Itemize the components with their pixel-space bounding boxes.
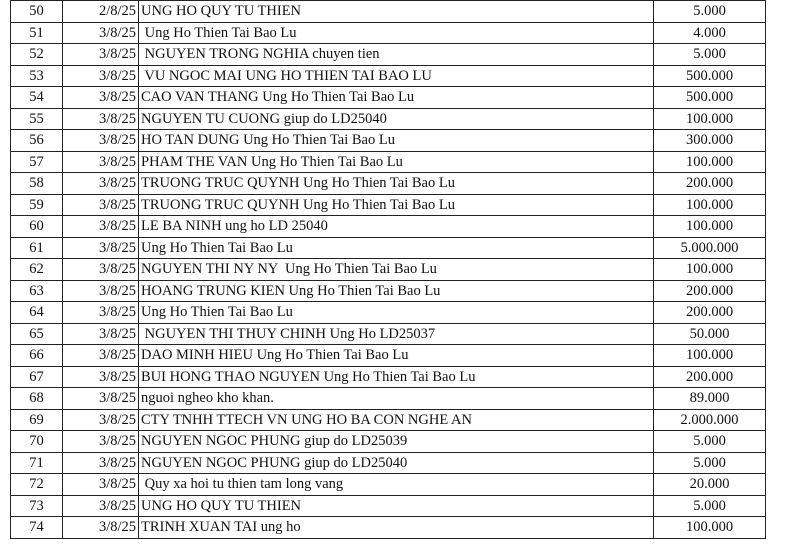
row-date: 3/8/25 <box>63 259 139 281</box>
row-description: PHAM THE VAN Ung Ho Thien Tai Bao Lu <box>139 151 654 173</box>
row-description: TRUONG TRUC QUYNH Ung Ho Thien Tai Bao Lu <box>139 194 654 216</box>
row-description: NGUYEN NGOC PHUNG giup do LD25040 <box>139 452 654 474</box>
donation-ledger-sheet <box>10 0 765 539</box>
row-description: Ung Ho Thien Tai Bao Lu <box>139 302 654 324</box>
row-description: HO TAN DUNG Ung Ho Thien Tai Bao Lu <box>139 130 654 152</box>
row-number: 67 <box>11 366 63 388</box>
row-number: 58 <box>11 173 63 195</box>
table-row <box>11 474 766 496</box>
row-amount: 300.000 <box>654 130 766 152</box>
row-description: NGUYEN THI NY NY Ung Ho Thien Tai Bao Lu <box>139 259 654 281</box>
row-amount: 100.000 <box>654 108 766 130</box>
row-date: 3/8/25 <box>63 431 139 453</box>
table-row <box>11 431 766 453</box>
row-amount: 5.000 <box>654 452 766 474</box>
row-amount: 5.000 <box>654 431 766 453</box>
row-description: TRUONG TRUC QUYNH Ung Ho Thien Tai Bao Lu <box>139 173 654 195</box>
row-number: 69 <box>11 409 63 431</box>
row-number: 74 <box>11 517 63 539</box>
row-amount: 200.000 <box>654 280 766 302</box>
row-number: 55 <box>11 108 63 130</box>
row-number: 68 <box>11 388 63 410</box>
row-date: 3/8/25 <box>63 173 139 195</box>
table-row <box>11 87 766 109</box>
row-amount: 4.000 <box>654 22 766 44</box>
table-row <box>11 173 766 195</box>
row-amount: 500.000 <box>654 65 766 87</box>
row-date: 3/8/25 <box>63 237 139 259</box>
row-description: VU NGOC MAI UNG HO THIEN TAI BAO LU <box>139 65 654 87</box>
table-row <box>11 388 766 410</box>
table-row <box>11 259 766 281</box>
table-row <box>11 1 766 23</box>
donation-table-body <box>11 0 766 538</box>
table-row <box>11 366 766 388</box>
row-amount: 100.000 <box>654 194 766 216</box>
row-date: 3/8/25 <box>63 130 139 152</box>
table-row <box>11 65 766 87</box>
table-row <box>11 22 766 44</box>
row-number: 57 <box>11 151 63 173</box>
row-date: 3/8/25 <box>63 87 139 109</box>
row-number: 72 <box>11 474 63 496</box>
row-date: 3/8/25 <box>63 302 139 324</box>
row-date: 3/8/25 <box>63 474 139 496</box>
table-row <box>11 409 766 431</box>
row-amount: 5.000 <box>654 44 766 66</box>
row-date: 3/8/25 <box>63 216 139 238</box>
row-number: 50 <box>11 1 63 23</box>
row-date: 3/8/25 <box>63 495 139 517</box>
row-description: BUI HONG THAO NGUYEN Ung Ho Thien Tai Bao Lu <box>139 366 654 388</box>
table-row <box>11 323 766 345</box>
row-date: 3/8/25 <box>63 388 139 410</box>
row-number: 51 <box>11 22 63 44</box>
donation-table <box>10 0 766 539</box>
row-number: 60 <box>11 216 63 238</box>
row-description: CTY TNHH TTECH VN UNG HO BA CON NGHE AN <box>139 409 654 431</box>
row-date: 3/8/25 <box>63 44 139 66</box>
table-row <box>11 517 766 539</box>
table-row <box>11 237 766 259</box>
row-description: NGUYEN TRONG NGHIA chuyen tien <box>139 44 654 66</box>
row-number: 71 <box>11 452 63 474</box>
row-description: CAO VAN THANG Ung Ho Thien Tai Bao Lu <box>139 87 654 109</box>
row-description: UNG HO QUY TU THIEN <box>139 1 654 23</box>
row-amount: 100.000 <box>654 517 766 539</box>
table-row <box>11 345 766 367</box>
row-description: Quy xa hoi tu thien tam long vang <box>139 474 654 496</box>
row-date: 3/8/25 <box>63 409 139 431</box>
table-row <box>11 44 766 66</box>
row-number: 70 <box>11 431 63 453</box>
row-description: TRINH XUAN TAI ung ho <box>139 517 654 539</box>
row-amount: 200.000 <box>654 302 766 324</box>
row-description: nguoi ngheo kho khan. <box>139 388 654 410</box>
row-number: 59 <box>11 194 63 216</box>
table-row <box>11 108 766 130</box>
row-description: NGUYEN TU CUONG giup do LD25040 <box>139 108 654 130</box>
row-date: 3/8/25 <box>63 65 139 87</box>
row-date: 3/8/25 <box>63 194 139 216</box>
table-row <box>11 216 766 238</box>
row-number: 63 <box>11 280 63 302</box>
table-row <box>11 280 766 302</box>
row-amount: 100.000 <box>654 345 766 367</box>
row-number: 54 <box>11 87 63 109</box>
row-description: UNG HO QUY TU THIEN <box>139 495 654 517</box>
row-number: 56 <box>11 130 63 152</box>
row-date: 3/8/25 <box>63 22 139 44</box>
row-description: DAO MINH HIEU Ung Ho Thien Tai Bao Lu <box>139 345 654 367</box>
row-description: HOANG TRUNG KIEN Ung Ho Thien Tai Bao Lu <box>139 280 654 302</box>
table-row <box>11 130 766 152</box>
row-number: 53 <box>11 65 63 87</box>
row-date: 3/8/25 <box>63 280 139 302</box>
row-amount: 89.000 <box>654 388 766 410</box>
row-number: 73 <box>11 495 63 517</box>
table-row <box>11 151 766 173</box>
row-date: 3/8/25 <box>63 345 139 367</box>
row-date: 3/8/25 <box>63 151 139 173</box>
row-amount: 5.000 <box>654 495 766 517</box>
row-description: Ung Ho Thien Tai Bao Lu <box>139 237 654 259</box>
row-date: 3/8/25 <box>63 323 139 345</box>
row-number: 66 <box>11 345 63 367</box>
table-row <box>11 194 766 216</box>
row-amount: 5.000.000 <box>654 237 766 259</box>
row-amount: 20.000 <box>654 474 766 496</box>
row-description: NGUYEN NGOC PHUNG giup do LD25039 <box>139 431 654 453</box>
row-amount: 200.000 <box>654 173 766 195</box>
row-description: NGUYEN THI THUY CHINH Ung Ho LD25037 <box>139 323 654 345</box>
row-date: 3/8/25 <box>63 366 139 388</box>
row-date: 3/8/25 <box>63 108 139 130</box>
row-date: 2/8/25 <box>63 1 139 23</box>
row-number: 62 <box>11 259 63 281</box>
table-row <box>11 452 766 474</box>
table-row <box>11 495 766 517</box>
row-number: 65 <box>11 323 63 345</box>
row-amount: 5.000 <box>654 1 766 23</box>
table-row <box>11 302 766 324</box>
row-amount: 100.000 <box>654 259 766 281</box>
row-amount: 50.000 <box>654 323 766 345</box>
row-amount: 500.000 <box>654 87 766 109</box>
row-number: 52 <box>11 44 63 66</box>
row-amount: 200.000 <box>654 366 766 388</box>
row-number: 61 <box>11 237 63 259</box>
row-amount: 2.000.000 <box>654 409 766 431</box>
row-description: LE BA NINH ung ho LD 25040 <box>139 216 654 238</box>
row-date: 3/8/25 <box>63 517 139 539</box>
row-date: 3/8/25 <box>63 452 139 474</box>
row-number: 64 <box>11 302 63 324</box>
row-amount: 100.000 <box>654 151 766 173</box>
row-description: Ung Ho Thien Tai Bao Lu <box>139 22 654 44</box>
row-amount: 100.000 <box>654 216 766 238</box>
